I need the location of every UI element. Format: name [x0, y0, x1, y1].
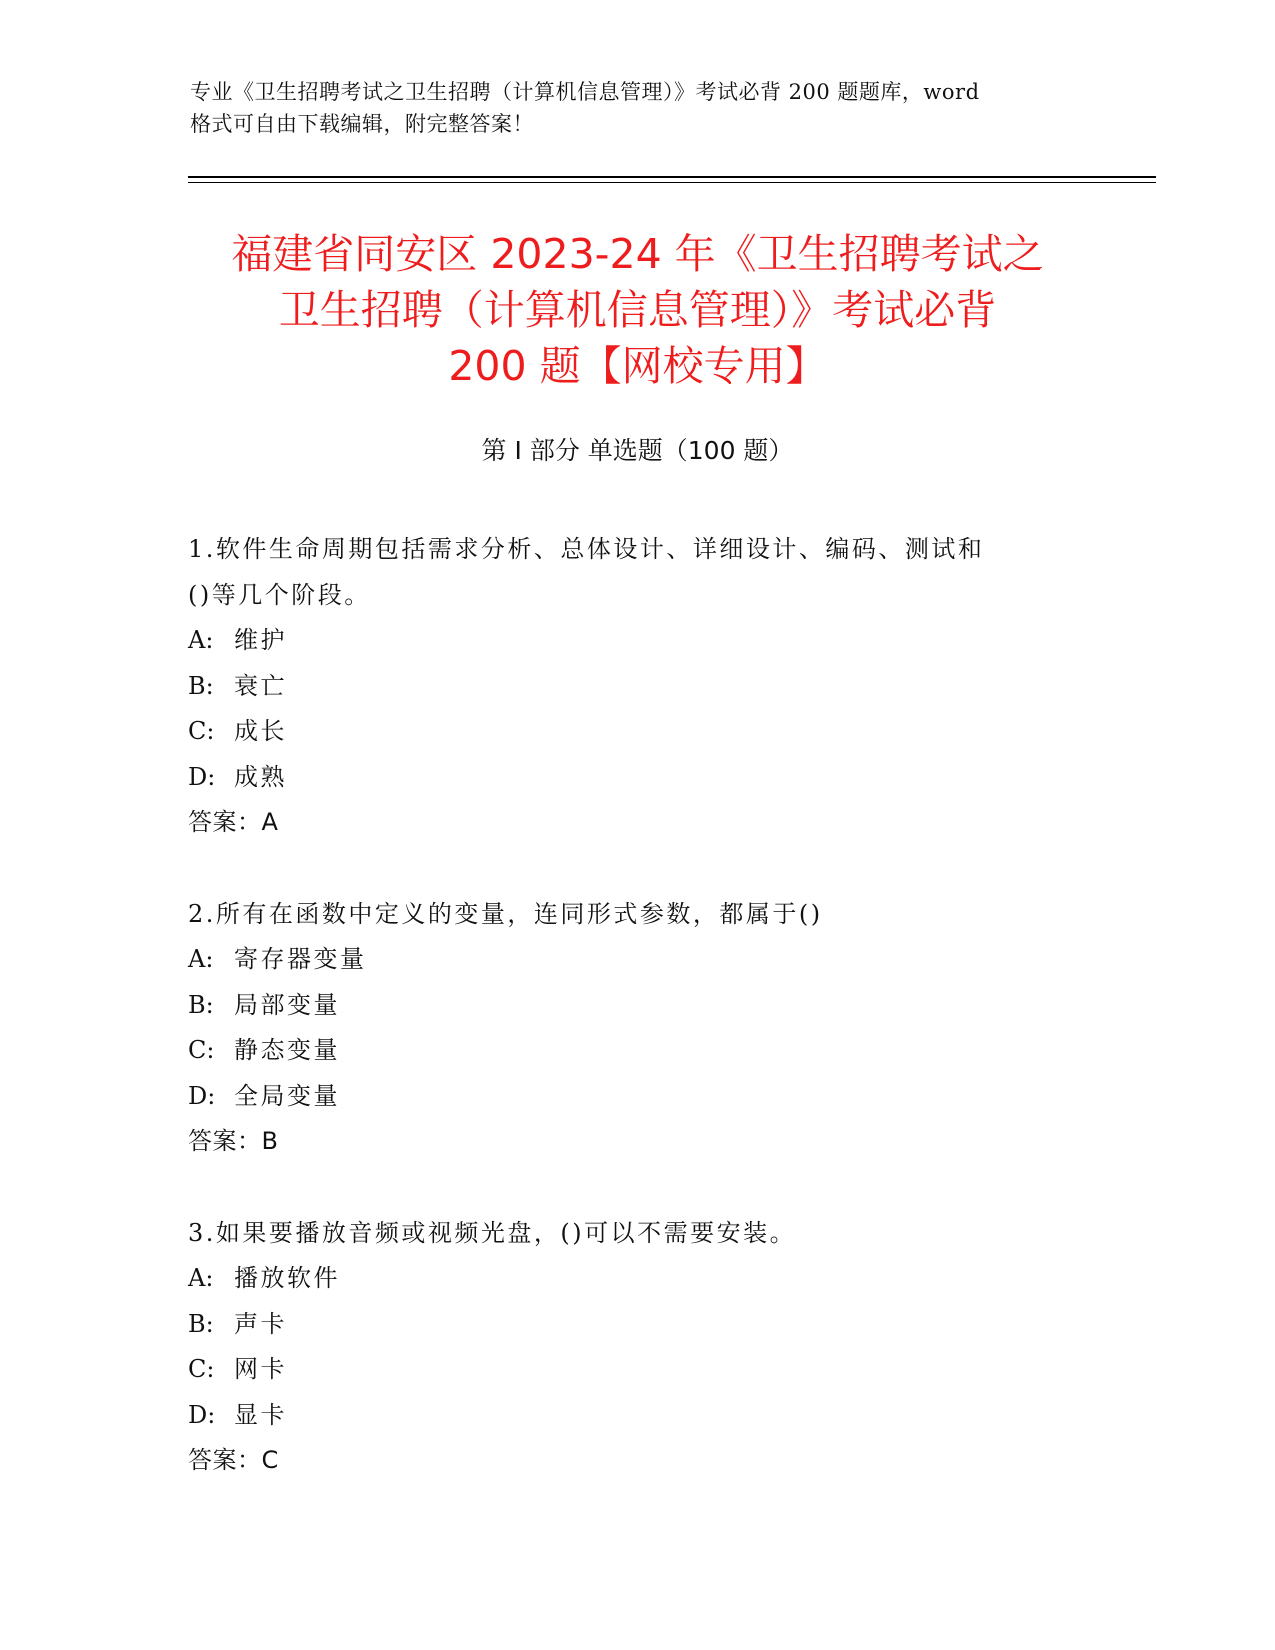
question-1: [188, 527, 1068, 846]
title-line-2: 卫生招聘（计算机信息管理）》考试必背: [278, 286, 997, 334]
option-b: [188, 983, 1068, 1029]
question-stem: 3.如果要播放音频或视频光盘，()可以不需要安装。: [188, 1218, 797, 1247]
option-c: [188, 1028, 1068, 1074]
question-2: [188, 892, 1068, 1165]
option-key: D:: [188, 1400, 216, 1429]
option-key: A:: [188, 945, 214, 973]
option-b: [188, 664, 1068, 710]
question-list: [188, 527, 1068, 1530]
header-divider-thin: [188, 182, 1156, 183]
option-key: C:: [188, 717, 215, 745]
option-text: 寄存器变量: [234, 945, 367, 973]
option-text: 局部变量: [234, 990, 340, 1019]
option-text: 衰亡: [234, 671, 287, 700]
question-stem: 2.所有在函数中定义的变量，连同形式参数，都属于(): [188, 899, 823, 928]
option-key: B:: [188, 671, 214, 700]
option-text: 成熟: [234, 762, 287, 791]
document-title: [140, 226, 1135, 394]
option-key: D:: [188, 762, 216, 791]
option-key: D:: [188, 1081, 216, 1110]
option-text: 播放软件: [234, 1264, 340, 1292]
title-line-1: 福建省同安区 2023-24 年《卫生招聘考试之: [231, 230, 1044, 278]
option-text: 声卡: [234, 1309, 287, 1338]
document-header: [190, 76, 1090, 140]
question-stem-continued: ()等几个阶段。: [188, 580, 371, 609]
option-key: C:: [188, 1355, 215, 1383]
option-key: A:: [188, 1264, 214, 1292]
option-key: B:: [188, 990, 214, 1019]
option-d: [188, 1074, 1068, 1120]
option-text: 网卡: [234, 1355, 287, 1383]
answer-line: 答案：A: [188, 808, 279, 836]
section-heading: 第 I 部分 单选题（100 题）: [481, 436, 794, 465]
option-c: [188, 709, 1068, 755]
option-text: 静态变量: [234, 1036, 340, 1064]
option-text: 成长: [234, 717, 287, 745]
answer-line: 答案：B: [188, 1127, 279, 1155]
option-key: B:: [188, 1309, 214, 1338]
question-3: [188, 1211, 1068, 1484]
title-line-3: 200 题【网校专用】: [448, 342, 827, 390]
header-line-1: 专业《卫生招聘考试之卫生招聘（计算机信息管理）》考试必背 200 题题库，word: [190, 80, 980, 104]
option-d: [188, 1393, 1068, 1439]
header-divider-thick: [188, 176, 1156, 178]
answer-line: 答案：C: [188, 1446, 279, 1474]
option-key: A:: [188, 626, 214, 654]
option-a: [188, 937, 1068, 983]
option-a: [188, 618, 1068, 664]
option-key: C:: [188, 1036, 215, 1064]
option-text: 全局变量: [234, 1081, 340, 1110]
option-d: [188, 755, 1068, 801]
option-c: [188, 1347, 1068, 1393]
header-line-2: 格式可自由下载编辑，附完整答案！: [190, 112, 534, 136]
option-text: 维护: [234, 626, 287, 654]
question-stem: 1.软件生命周期包括需求分析、总体设计、详细设计、编码、测试和: [188, 535, 985, 563]
option-a: [188, 1256, 1068, 1302]
option-text: 显卡: [234, 1400, 287, 1429]
option-b: [188, 1302, 1068, 1348]
